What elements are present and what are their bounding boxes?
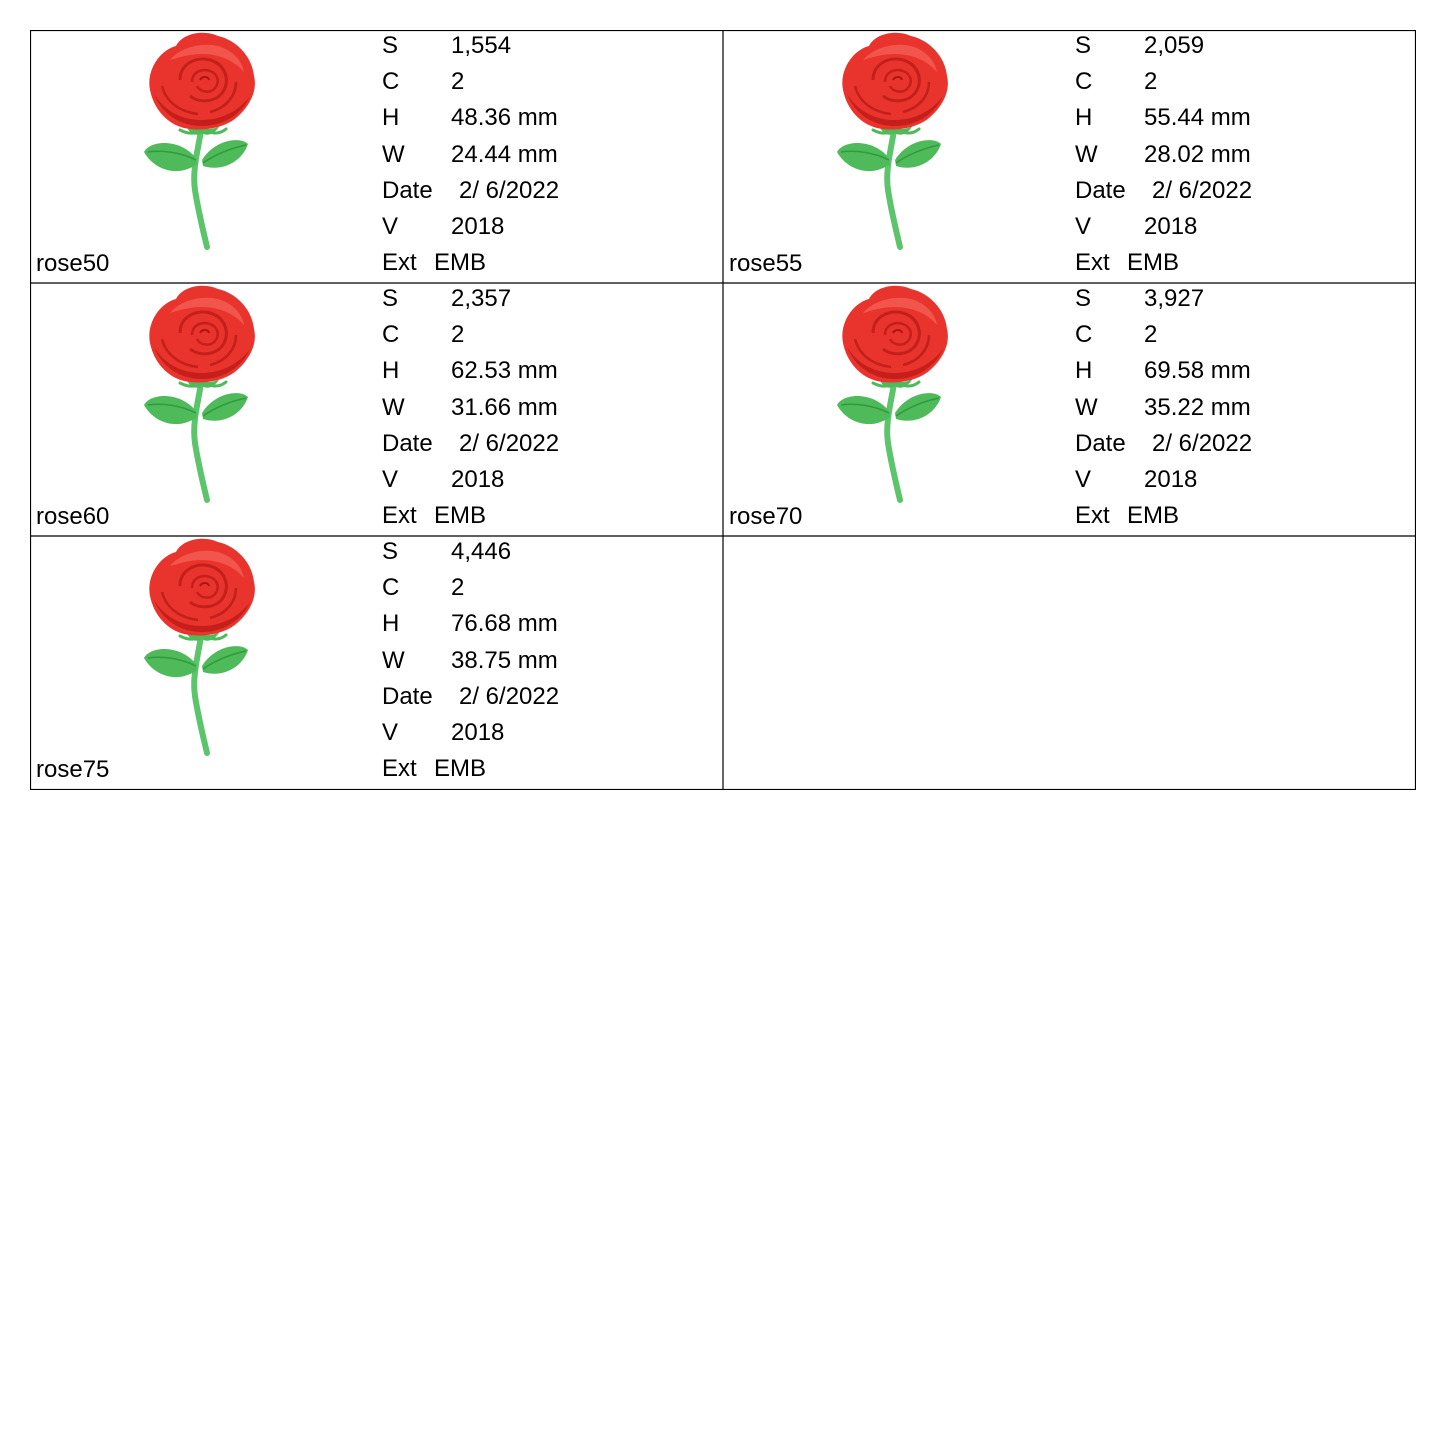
spec-label: W: [382, 140, 405, 168]
spec-version: [1075, 465, 1405, 501]
spec-label: V: [382, 718, 399, 746]
spec-value: 2018: [1144, 465, 1198, 493]
design-name: rose60: [36, 503, 110, 530]
spec-value: 2/ 6/2022: [1152, 176, 1253, 204]
spec-value: 48.36 mm: [451, 104, 558, 132]
spec-date: [382, 176, 712, 212]
spec-extension: [1075, 248, 1405, 284]
spec-value: 2: [1144, 321, 1158, 349]
design-card: [723, 283, 1416, 536]
spec-label: W: [382, 393, 405, 421]
spec-value: 76.68 mm: [451, 610, 558, 638]
design-card: [30, 30, 723, 283]
spec-stitches: [382, 31, 712, 67]
spec-colors: [382, 573, 712, 609]
spec-label: Date: [382, 429, 433, 457]
spec-colors: [382, 320, 712, 356]
spec-label: V: [382, 465, 399, 493]
spec-value: 2: [451, 321, 465, 349]
spec-list: [382, 537, 712, 790]
spec-version: [382, 212, 712, 248]
spec-value: 2018: [451, 718, 505, 746]
design-name: rose50: [36, 250, 110, 277]
spec-value: 2: [451, 574, 465, 602]
spec-value: 2/ 6/2022: [459, 682, 560, 710]
spec-label: Date: [382, 176, 433, 204]
spec-value: 1,554: [451, 32, 512, 59]
rose-embroidery-icon: [833, 283, 958, 503]
spec-value: 2018: [451, 212, 505, 240]
spec-label: W: [1075, 140, 1098, 168]
spec-label: S: [382, 285, 399, 312]
spec-version: [1075, 212, 1405, 248]
spec-label: Ext: [382, 249, 417, 277]
spec-label: Ext: [382, 502, 417, 530]
spec-label: Date: [382, 682, 433, 710]
spec-width: [382, 140, 712, 176]
spec-extension: [382, 501, 712, 537]
spec-value: 31.66 mm: [451, 393, 558, 421]
spec-date: [382, 429, 712, 465]
spec-extension: [1075, 501, 1405, 537]
spec-list: [382, 31, 712, 284]
spec-label: H: [1075, 104, 1093, 132]
spec-label: V: [1075, 212, 1092, 240]
rose-embroidery-icon: [140, 283, 265, 503]
spec-label: W: [1075, 393, 1098, 421]
spec-label: H: [382, 357, 400, 385]
spec-label: Date: [1075, 429, 1126, 457]
spec-height: [1075, 356, 1405, 392]
spec-label: H: [1075, 357, 1093, 385]
spec-stitches: [382, 537, 712, 573]
rose-embroidery-icon: [140, 30, 265, 250]
spec-label: C: [382, 321, 400, 349]
design-card: [30, 283, 723, 536]
spec-value: EMB: [434, 755, 487, 783]
spec-label: S: [1075, 32, 1092, 59]
design-card: [30, 536, 723, 789]
spec-value: EMB: [1127, 502, 1180, 530]
spec-label: Ext: [1075, 249, 1110, 277]
spec-height: [382, 103, 712, 139]
spec-date: [382, 682, 712, 718]
spec-value: 2018: [1144, 212, 1198, 240]
spec-stitches: [1075, 284, 1405, 320]
spec-value: 2,059: [1144, 32, 1205, 59]
spec-label: V: [1075, 465, 1092, 493]
spec-value: 55.44 mm: [1144, 104, 1251, 132]
spec-colors: [382, 67, 712, 103]
spec-value: 2,357: [451, 285, 512, 312]
spec-value: 2/ 6/2022: [1152, 429, 1253, 457]
spec-value: 2/ 6/2022: [459, 429, 560, 457]
empty-cell: [723, 536, 1416, 789]
design-card: [723, 30, 1416, 283]
spec-date: [1075, 429, 1405, 465]
spec-width: [382, 393, 712, 429]
spec-value: EMB: [434, 502, 487, 530]
rose-embroidery-icon: [833, 30, 958, 250]
spec-colors: [1075, 320, 1405, 356]
spec-list: [1075, 284, 1405, 537]
design-name: rose75: [36, 756, 110, 783]
spec-value: 3,927: [1144, 285, 1205, 312]
spec-version: [382, 465, 712, 501]
spec-stitches: [1075, 31, 1405, 67]
spec-value: 4,446: [451, 538, 512, 565]
spec-label: Date: [1075, 176, 1126, 204]
spec-value: 2: [451, 68, 465, 96]
design-name: rose70: [729, 503, 803, 530]
spec-version: [382, 718, 712, 754]
spec-extension: [382, 754, 712, 790]
spec-label: C: [382, 68, 400, 96]
spec-value: 69.58 mm: [1144, 357, 1251, 385]
spec-label: W: [382, 646, 405, 674]
spec-value: 38.75 mm: [451, 646, 558, 674]
spec-label: S: [1075, 285, 1092, 312]
spec-label: V: [382, 212, 399, 240]
spec-label: C: [1075, 321, 1093, 349]
spec-label: Ext: [382, 755, 417, 783]
spec-label: S: [382, 538, 399, 565]
rose-embroidery-icon: [140, 536, 265, 756]
spec-value: 2: [1144, 68, 1158, 96]
spec-value: 24.44 mm: [451, 140, 558, 168]
design-sheet: [30, 30, 1416, 790]
spec-value: EMB: [1127, 249, 1180, 277]
spec-value: 28.02 mm: [1144, 140, 1251, 168]
spec-value: 2018: [451, 465, 505, 493]
spec-label: H: [382, 610, 400, 638]
spec-width: [382, 646, 712, 682]
spec-height: [1075, 103, 1405, 139]
spec-list: [1075, 31, 1405, 284]
spec-date: [1075, 176, 1405, 212]
spec-label: S: [382, 32, 399, 59]
spec-extension: [382, 248, 712, 284]
spec-label: Ext: [1075, 502, 1110, 530]
spec-height: [382, 356, 712, 392]
spec-label: H: [382, 104, 400, 132]
design-name: rose55: [729, 250, 803, 277]
spec-value: 62.53 mm: [451, 357, 558, 385]
spec-value: 35.22 mm: [1144, 393, 1251, 421]
spec-label: C: [1075, 68, 1093, 96]
spec-stitches: [382, 284, 712, 320]
spec-height: [382, 609, 712, 645]
spec-label: C: [382, 574, 400, 602]
spec-width: [1075, 393, 1405, 429]
spec-width: [1075, 140, 1405, 176]
spec-colors: [1075, 67, 1405, 103]
spec-list: [382, 284, 712, 537]
spec-value: EMB: [434, 249, 487, 277]
spec-value: 2/ 6/2022: [459, 176, 560, 204]
